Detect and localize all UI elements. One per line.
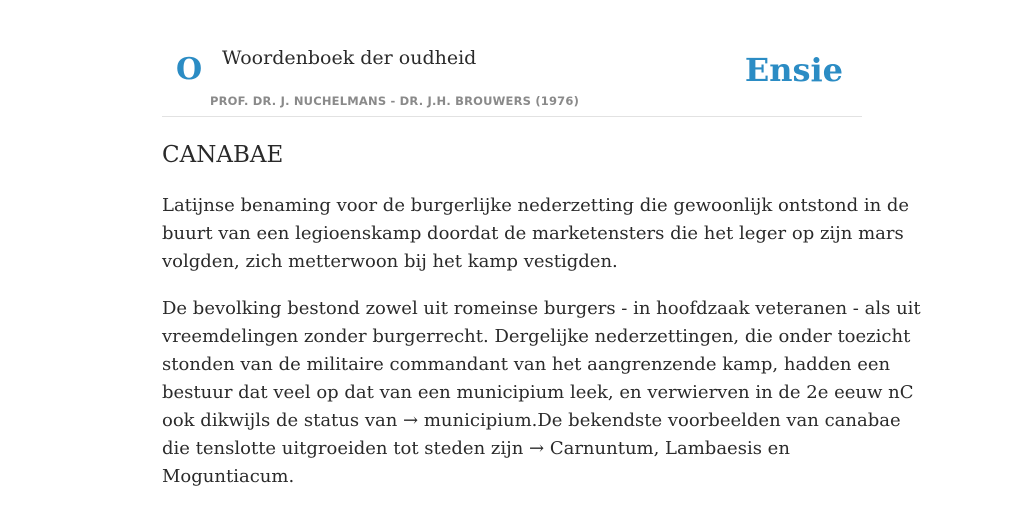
paragraph-line: stonden van de militaire commandant van het aangrenzende kamp, hadden een bbox=[162, 354, 891, 375]
dictionary-header bbox=[162, 0, 862, 117]
page bbox=[162, 0, 921, 487]
entry-title: CANABAE bbox=[162, 142, 284, 168]
index-letter[interactable]: O bbox=[176, 52, 203, 87]
paragraph-line: vreemdelingen zonder burgerrecht. Dergelijke nederzettingen, die onder toezicht bbox=[162, 326, 911, 347]
paragraph-line: die tenslotte uitgroeiden tot steden zijn → Carnuntum, Lambaesis en bbox=[162, 438, 790, 459]
paragraph-line: volgden, zich metterwoon bij het kamp vestigden. bbox=[162, 251, 618, 272]
ensie-logo[interactable]: Ensie bbox=[744, 51, 843, 89]
paragraph-line: De bevolking bestond zowel uit romeinse burgers - in hoofdzaak veteranen - als uit bbox=[162, 298, 921, 319]
entry-paragraph-2 bbox=[162, 295, 921, 491]
paragraph-line: ook dikwijls de status van → municipium.De bekendste voorbeelden van canabae bbox=[162, 410, 901, 431]
book-authors: PROF. DR. J. NUCHELMANS - DR. J.H. BROUWERS (1976) bbox=[210, 94, 580, 108]
book-title[interactable]: Woordenboek der oudheid bbox=[222, 47, 477, 69]
paragraph-line: buurt van een legioenskamp doordat de marketensters die het leger op zijn mars bbox=[162, 223, 904, 244]
paragraph-line: Latijnse benaming voor de burgerlijke nederzetting die gewoonlijk ontstond in de bbox=[162, 195, 910, 216]
paragraph-line: bestuur dat veel op dat van een municipium leek, en verwierven in de 2e eeuw nC bbox=[162, 382, 914, 403]
entry-paragraph-1 bbox=[162, 192, 910, 276]
paragraph-line: Moguntiacum. bbox=[162, 466, 295, 487]
